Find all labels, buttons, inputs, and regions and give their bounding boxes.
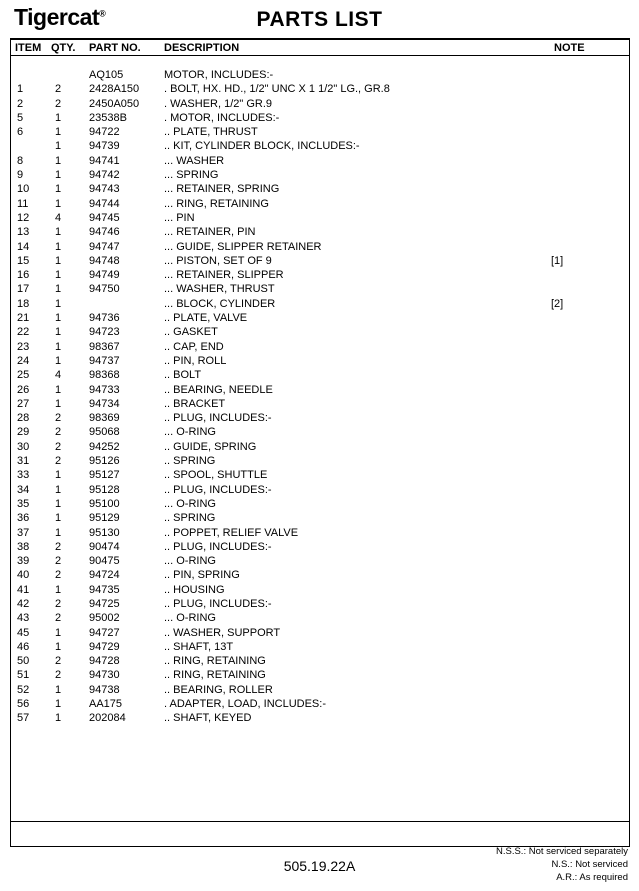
cell-description: ... WASHER (164, 154, 225, 167)
table-row (11, 154, 629, 168)
cell-qty: 2 (55, 426, 62, 439)
cell-part-no: 94727 (89, 626, 120, 639)
table-row (11, 554, 629, 568)
cell-qty: 1 (55, 111, 62, 124)
cell-item: 56 (17, 698, 30, 711)
cell-item: 24 (17, 354, 30, 367)
cell-description: .. BRACKET (164, 397, 226, 410)
cell-description: .. SPRING (164, 512, 216, 525)
cell-part-no: 94725 (89, 597, 120, 610)
registered-trademark-symbol: ® (99, 8, 106, 19)
cell-qty: 1 (55, 269, 62, 282)
page-title: PARTS LIST (256, 8, 383, 31)
table-row (11, 597, 629, 611)
cell-qty: 2 (55, 97, 62, 110)
cell-description: .. WASHER, SUPPORT (164, 626, 281, 639)
cell-description: . BOLT, HX. HD., 1/2" UNC X 1 1/2" LG., GR.8 (164, 83, 390, 96)
table-row (11, 297, 629, 311)
cell-description: .. PLUG, INCLUDES:- (164, 540, 272, 553)
cell-description: ... GUIDE, SLIPPER RETAINER (164, 240, 322, 253)
table-row (11, 139, 629, 153)
cell-note: [2] (551, 297, 564, 310)
cell-item: 43 (17, 612, 30, 625)
cell-item: 31 (17, 455, 30, 468)
cell-description: .. PIN, ROLL (164, 354, 227, 367)
table-row (11, 311, 629, 325)
table-row (11, 268, 629, 282)
cell-description: ... WASHER, THRUST (164, 283, 275, 296)
cell-part-no: 95100 (89, 497, 120, 510)
cell-item: 39 (17, 555, 30, 568)
cell-item: 42 (17, 597, 30, 610)
cell-item: 50 (17, 655, 30, 668)
table-row (11, 626, 629, 640)
cell-part-no: 98369 (89, 412, 120, 425)
table-row (11, 654, 629, 668)
cell-part-no: AA175 (89, 698, 123, 711)
cell-item: 36 (17, 512, 30, 525)
cell-qty: 1 (55, 226, 62, 239)
cell-part-no: 95129 (89, 512, 120, 525)
cell-item: 2 (17, 97, 24, 110)
cell-description: .. RING, RETAINING (164, 669, 266, 682)
cell-part-no: 94722 (89, 126, 120, 139)
cell-description: ... RING, RETAINING (164, 197, 269, 210)
cell-description: ... BLOCK, CYLINDER (164, 297, 276, 310)
cell-qty: 1 (55, 512, 62, 525)
cell-item: 16 (17, 269, 30, 282)
table-row (11, 526, 629, 540)
cell-item: 5 (17, 111, 24, 124)
cell-item: 41 (17, 583, 30, 596)
cell-qty: 1 (55, 126, 62, 139)
table-row (11, 411, 629, 425)
table-row (11, 711, 629, 725)
cell-part-no: 94737 (89, 354, 120, 367)
table-row (11, 683, 629, 697)
cell-qty: 4 (55, 211, 62, 224)
cell-part-no: 94728 (89, 655, 120, 668)
cell-qty: 2 (55, 412, 62, 425)
cell-qty: 1 (55, 469, 62, 482)
cell-part-no: 94739 (89, 140, 120, 153)
table-row (11, 540, 629, 554)
table-row (11, 111, 629, 125)
cell-part-no: 2428A150 (89, 83, 140, 96)
cell-qty: 1 (55, 354, 62, 367)
cell-qty: 2 (55, 440, 62, 453)
cell-description: .. SPRING (164, 455, 216, 468)
cell-part-no: 94738 (89, 683, 120, 696)
cell-qty: 1 (55, 326, 62, 339)
cell-item: 28 (17, 412, 30, 425)
cell-description: .. BEARING, ROLLER (164, 683, 273, 696)
table-row (11, 325, 629, 339)
cell-qty: 1 (55, 683, 62, 696)
table-row (11, 211, 629, 225)
cell-item: 23 (17, 340, 30, 353)
column-header-description: DESCRIPTION (164, 42, 240, 54)
column-header-note: NOTE (554, 42, 585, 54)
table-row (11, 697, 629, 711)
cell-description: . MOTOR, INCLUDES:- (164, 111, 280, 124)
table-row (11, 425, 629, 439)
table-row (11, 125, 629, 139)
cell-qty: 1 (55, 497, 62, 510)
cell-note: [1] (551, 254, 564, 267)
cell-description: MOTOR, INCLUDES:- (164, 69, 274, 81)
cell-item: 6 (17, 126, 24, 139)
cell-description: ... RETAINER, PIN (164, 226, 256, 239)
cell-description: .. PIN, SPRING (164, 569, 240, 582)
cell-part-no: 94723 (89, 326, 120, 339)
cell-description: .. GUIDE, SPRING (164, 440, 257, 453)
cell-item: 17 (17, 283, 30, 296)
cell-part-no: 95130 (89, 526, 120, 539)
table-row (11, 82, 629, 96)
cell-item: 25 (17, 369, 30, 382)
footer-legend (496, 845, 628, 884)
cell-description: .. BEARING, NEEDLE (164, 383, 273, 396)
cell-part-no: 202084 (89, 712, 126, 725)
table-row (11, 640, 629, 654)
cell-item: 40 (17, 569, 30, 582)
cell-qty: 1 (55, 283, 62, 296)
table-row (11, 568, 629, 582)
cell-part-no: 94741 (89, 154, 120, 167)
table-row (11, 225, 629, 239)
cell-description: ... O-RING (164, 497, 216, 510)
table-body (11, 56, 629, 726)
cell-description: .. SHAFT, 13T (164, 640, 234, 653)
cell-part-no: 95127 (89, 469, 120, 482)
cell-qty: 1 (55, 583, 62, 596)
table-row (11, 197, 629, 211)
cell-qty: 1 (55, 383, 62, 396)
cell-qty: 1 (55, 197, 62, 210)
parts-table (10, 38, 630, 847)
table-row (11, 511, 629, 525)
cell-part-no: 98368 (89, 369, 120, 382)
cell-part-no: 98367 (89, 340, 120, 353)
cell-qty: 2 (55, 597, 62, 610)
cell-description: ... O-RING (164, 426, 216, 439)
cell-part-no: 94749 (89, 269, 120, 282)
cell-qty: 1 (55, 169, 62, 182)
cell-part-no: 94742 (89, 169, 120, 182)
footer-document-number: 505.19.22A (283, 858, 356, 874)
cell-item: 9 (17, 169, 24, 182)
table-row (11, 282, 629, 296)
cell-qty: 1 (55, 183, 62, 196)
cell-item: 14 (17, 240, 30, 253)
table-row (11, 468, 629, 482)
cell-description: .. SPOOL, SHUTTLE (164, 469, 268, 482)
table-row (11, 611, 629, 625)
table-row (11, 97, 629, 111)
cell-qty: 4 (55, 369, 62, 382)
table-row (11, 254, 629, 268)
cell-part-no: 95068 (89, 426, 120, 439)
table-row (11, 68, 629, 82)
table-bottom-divider (10, 821, 630, 822)
table-row (11, 483, 629, 497)
cell-qty: 1 (55, 254, 62, 267)
table-row (11, 583, 629, 597)
cell-description: . ADAPTER, LOAD, INCLUDES:- (164, 698, 326, 711)
cell-part-no: 94724 (89, 569, 120, 582)
cell-part-no: AQ105 (89, 69, 124, 81)
cell-item: 13 (17, 226, 30, 239)
cell-qty: 1 (55, 698, 62, 711)
cell-part-no: 94744 (89, 197, 120, 210)
cell-description: .. SHAFT, KEYED (164, 712, 252, 725)
cell-item: 22 (17, 326, 30, 339)
cell-item: 33 (17, 469, 30, 482)
cell-part-no: 23538B (89, 111, 127, 124)
table-row (11, 454, 629, 468)
cell-description: .. PLUG, INCLUDES:- (164, 483, 272, 496)
table-row (11, 240, 629, 254)
cell-qty: 1 (55, 340, 62, 353)
cell-description: .. KIT, CYLINDER BLOCK, INCLUDES:- (164, 140, 360, 153)
cell-item: 35 (17, 497, 30, 510)
cell-description: .. BOLT (164, 369, 202, 382)
legend-line-ar: A.R.: As required (556, 872, 628, 883)
table-row (11, 168, 629, 182)
cell-qty: 1 (55, 712, 62, 725)
column-header-part-no: PART NO. (89, 42, 141, 54)
cell-item: 1 (17, 83, 24, 96)
cell-item: 21 (17, 312, 30, 325)
column-header-qty: QTY. (51, 42, 76, 54)
cell-qty: 2 (55, 555, 62, 568)
cell-qty: 1 (55, 483, 62, 496)
cell-part-no: 94748 (89, 254, 120, 267)
cell-qty: 1 (55, 626, 62, 639)
cell-description: .. CAP, END (164, 340, 224, 353)
cell-item: 34 (17, 483, 30, 496)
cell-item: 52 (17, 683, 30, 696)
cell-qty: 1 (55, 312, 62, 325)
legend-line-ns: N.S.: Not serviced (551, 859, 628, 870)
cell-qty: 2 (55, 612, 62, 625)
cell-part-no: 94730 (89, 669, 120, 682)
cell-item: 30 (17, 440, 30, 453)
cell-description: ... O-RING (164, 612, 216, 625)
cell-item: 45 (17, 626, 30, 639)
cell-qty: 1 (55, 154, 62, 167)
cell-description: ... PIN (164, 211, 195, 224)
logo-text: Tigercat (14, 4, 100, 30)
cell-qty: 1 (55, 640, 62, 653)
cell-part-no: 94743 (89, 183, 120, 196)
table-header-row (11, 40, 629, 56)
table-row (11, 383, 629, 397)
cell-part-no: 94729 (89, 640, 120, 653)
cell-description: .. HOUSING (164, 583, 225, 596)
cell-qty: 2 (55, 655, 62, 668)
cell-qty: 1 (55, 297, 62, 310)
cell-qty: 2 (55, 669, 62, 682)
cell-qty: 2 (55, 83, 62, 96)
cell-part-no: 2450A050 (89, 97, 140, 110)
cell-description: .. POPPET, RELIEF VALVE (164, 526, 299, 539)
cell-part-no: 94252 (89, 440, 120, 453)
cell-qty: 1 (55, 397, 62, 410)
cell-description: .. PLUG, INCLUDES:- (164, 412, 272, 425)
cell-qty: 1 (55, 140, 62, 153)
cell-item: 57 (17, 712, 30, 725)
cell-part-no: 90474 (89, 540, 120, 553)
cell-qty: 1 (55, 240, 62, 253)
cell-item: 8 (17, 154, 24, 167)
cell-item: 12 (17, 211, 30, 224)
cell-part-no: 94736 (89, 312, 120, 325)
cell-part-no: 95128 (89, 483, 120, 496)
table-row (11, 397, 629, 411)
table-row (11, 340, 629, 354)
cell-item: 27 (17, 397, 30, 410)
cell-qty: 1 (55, 526, 62, 539)
cell-qty: 2 (55, 540, 62, 553)
cell-description: ... PISTON, SET OF 9 (164, 254, 272, 267)
cell-item: 10 (17, 183, 30, 196)
legend-line-nss: N.S.S.: Not serviced separately (496, 846, 628, 857)
table-row (11, 440, 629, 454)
cell-item: 46 (17, 640, 30, 653)
cell-description: ... RETAINER, SPRING (164, 183, 280, 196)
table-row (11, 182, 629, 196)
cell-qty: 2 (55, 569, 62, 582)
cell-part-no: 94745 (89, 211, 120, 224)
cell-item: 37 (17, 526, 30, 539)
cell-item: 18 (17, 297, 30, 310)
table-row (11, 354, 629, 368)
cell-description: ... O-RING (164, 555, 216, 568)
cell-part-no: 94735 (89, 583, 120, 596)
cell-description: .. GASKET (164, 326, 218, 339)
cell-part-no: 94746 (89, 226, 120, 239)
table-row (11, 368, 629, 382)
cell-item: 29 (17, 426, 30, 439)
cell-item: 38 (17, 540, 30, 553)
table-row (11, 497, 629, 511)
cell-description: .. PLATE, THRUST (164, 126, 258, 139)
cell-description: .. PLATE, VALVE (164, 312, 248, 325)
cell-part-no: 94734 (89, 397, 120, 410)
cell-item: 26 (17, 383, 30, 396)
cell-part-no: 94750 (89, 283, 120, 296)
cell-description: . WASHER, 1/2" GR.9 (164, 97, 273, 110)
cell-part-no: 94747 (89, 240, 120, 253)
cell-part-no: 95002 (89, 612, 120, 625)
table-row (11, 668, 629, 682)
cell-part-no: 94733 (89, 383, 120, 396)
column-header-item: ITEM (15, 42, 42, 54)
cell-part-no: 95126 (89, 455, 120, 468)
cell-description: .. RING, RETAINING (164, 655, 266, 668)
cell-qty: 2 (55, 455, 62, 468)
cell-item: 11 (17, 197, 29, 210)
cell-item: 51 (17, 669, 30, 682)
cell-description: ... RETAINER, SLIPPER (164, 269, 284, 282)
cell-description: ... SPRING (164, 169, 219, 182)
cell-description: .. PLUG, INCLUDES:- (164, 597, 272, 610)
cell-item: 15 (17, 254, 30, 267)
cell-part-no: 90475 (89, 555, 120, 568)
